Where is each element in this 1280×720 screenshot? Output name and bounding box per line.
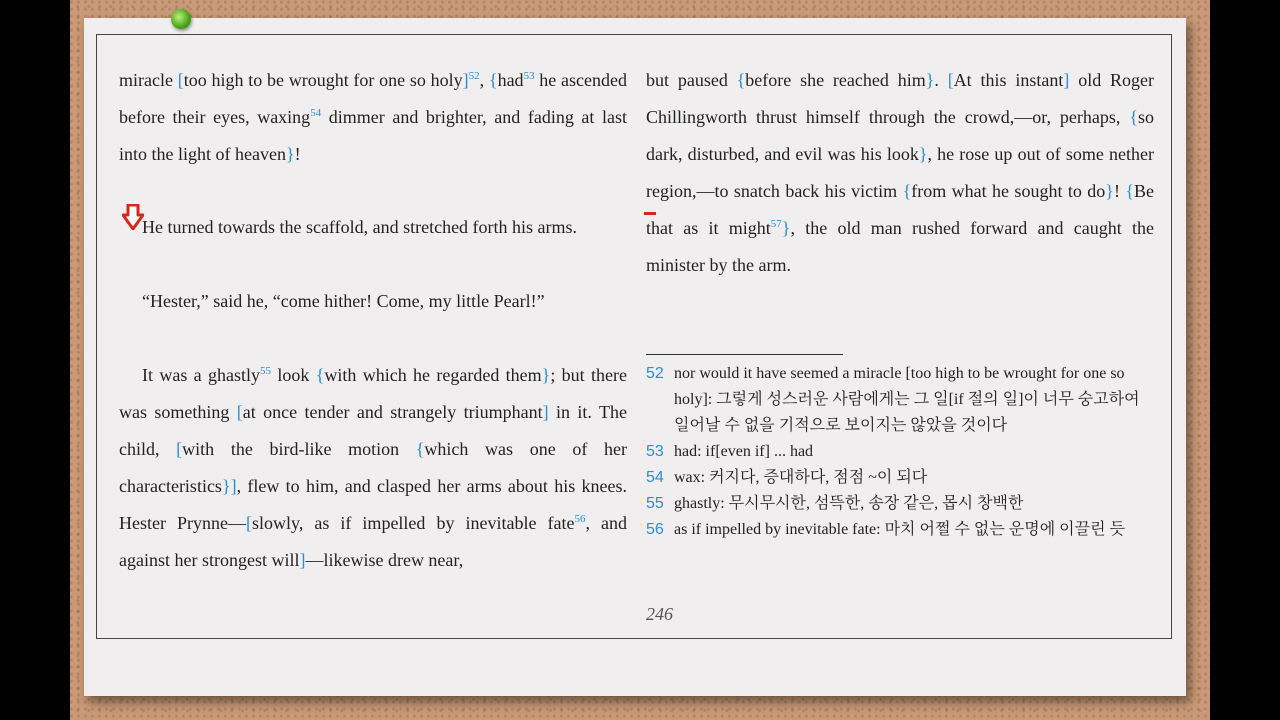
paragraph-4: It was a ghastly$^{55}$ look {with which he regarded them}; but there was something [at once tender and strangely triumphant] in it. The child, [with the bird-like motion {which was one of her characteristics}], flew to him, and clasped her arms about his knees. Hester Prynne—[slowly, as if impelled by inevitable fate$^{56}$, and against her strongest will]—likewise drew near,: [119, 365, 627, 570]
footnote-ref-55[interactable]: 55: [260, 365, 272, 377]
footnote-53: [646, 439, 1154, 465]
footnote-number: 56: [646, 521, 664, 538]
footnote-text: had: if[even if] ... had: [674, 443, 814, 460]
footnote-54: [646, 465, 1154, 491]
left-column: [119, 62, 627, 579]
footnote-number: 52: [646, 365, 664, 382]
paragraph-5: but paused {before she reached him}. [At this instant] old Roger Chillingworth thrust himself through the crowd,—or, perhaps, {so dark, disturbed, and evil was his look}, he rose up out of some nether region,—to snatch back his victim {from what he sought to do}! {Be that as it might$^{57}$}, the old man rushed forward and caught the minister by the arm.: [646, 70, 1155, 275]
paragraph-1: miracle [too high to be wrought for one so holy]$^{52}$, {had$^{53}$ he ascended before their eyes, waxing$^{54}$ dimmer and brighter, and fading at last into the light of heaven}!: [119, 70, 628, 164]
footnote-text: nor would it have seemed a miracle [too high to be wrought for one so holy]: 그렇게 성스러운 사람에게는 그 일[if 절의 일]이 너무 숭고하여 일어날 수 없을 기적으로 보이지는 않았을 것이다: [674, 365, 1140, 434]
footnotes: [646, 361, 1154, 543]
footnote-ref-56[interactable]: 56: [574, 513, 586, 525]
footnote-ref-52[interactable]: 52: [468, 70, 480, 82]
footnote-ref-54[interactable]: 54: [310, 107, 322, 119]
footnote-text: wax: 커지다, 증대하다, 점점 ~이 되다: [674, 469, 928, 486]
red-marker-dash: [644, 212, 656, 215]
footnote-55: [646, 491, 1154, 517]
footnote-ref-57[interactable]: 57: [770, 218, 782, 230]
paragraph-3: “Hester,” said he, “come hither! Come, my little Pearl!”: [142, 291, 545, 311]
footnote-number: 53: [646, 443, 664, 460]
footnote-ref-53[interactable]: 53: [523, 70, 535, 82]
footnote-56: [646, 517, 1154, 543]
footnote-number: 54: [646, 469, 664, 486]
right-column: [646, 62, 1154, 284]
footnote-text: as if impelled by inevitable fate: 마치 어쩔 수 없는 운명에 이끌린 듯: [674, 521, 1125, 538]
footnote-52: [646, 361, 1154, 439]
footnote-number: 55: [646, 495, 664, 512]
green-pushpin-icon: [171, 9, 191, 29]
footnote-text: ghastly: 무시무시한, 섬뜩한, 송장 같은, 몹시 창백한: [674, 495, 1024, 512]
footnote-divider: [646, 354, 843, 355]
page-number: 246: [646, 604, 673, 624]
paragraph-2: He turned towards the scaffold, and stretched forth his arms.: [142, 217, 578, 237]
